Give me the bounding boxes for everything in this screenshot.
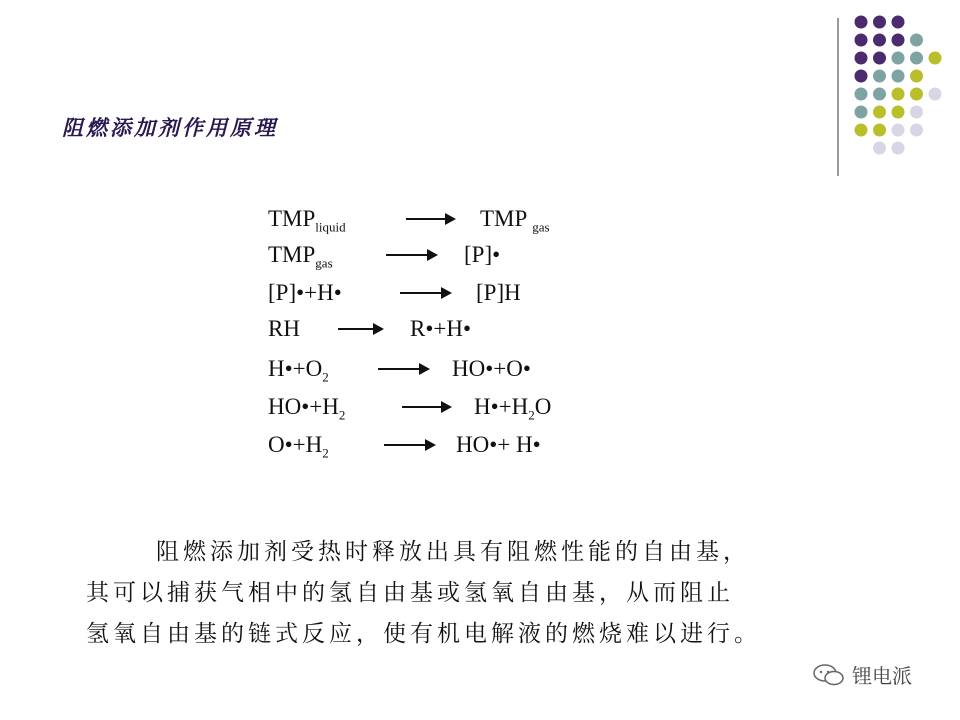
- reaction-row: [268, 316, 608, 346]
- reaction-row: [268, 356, 608, 386]
- decorative-dot: [892, 70, 905, 83]
- reactant: $TMP_{liquid}$: [268, 206, 346, 235]
- reactant: $H•+O_2$: [268, 356, 329, 385]
- reactant: $TMP_{gas}$: [268, 242, 333, 271]
- decorative-dot: [929, 88, 942, 101]
- reaction-row: [268, 206, 608, 236]
- reactant: $HO•+H_2$: [268, 394, 346, 423]
- decorative-dot: [855, 124, 868, 137]
- arrow-icon: [402, 406, 450, 408]
- decorative-dot: [892, 142, 905, 155]
- decorative-dot: [892, 106, 905, 119]
- decorative-dot: [855, 52, 868, 65]
- decorative-dot: [855, 34, 868, 47]
- arrow-icon: [406, 218, 454, 220]
- decorative-dot-grid: [0, 0, 960, 200]
- decorative-dot: [873, 16, 886, 29]
- decorative-dot: [873, 34, 886, 47]
- decorative-dot: [910, 106, 923, 119]
- product: HO•+ H•: [456, 432, 541, 457]
- decorative-dot: [873, 142, 886, 155]
- arrow-icon: [400, 292, 450, 294]
- explanation-paragraph: [86, 532, 866, 655]
- decorative-dot: [910, 124, 923, 137]
- slide-title: 阻燃添加剂作用原理: [62, 115, 278, 140]
- decorative-dot: [892, 34, 905, 47]
- product: TMP $_{gas}$: [480, 206, 550, 235]
- arrow-icon: [378, 368, 428, 370]
- reaction-row: [268, 280, 608, 310]
- product: [P]•: [464, 242, 501, 267]
- decorative-dot: [892, 52, 905, 65]
- product: HO•+O•: [452, 356, 531, 381]
- divider-line: [837, 18, 839, 176]
- decorative-dot: [929, 52, 942, 65]
- reactant: [P]•+H•: [268, 280, 342, 305]
- decorative-dot: [855, 88, 868, 101]
- paragraph-line: 阻燃添加剂受热时释放出具有阻燃性能的自由基，: [156, 539, 750, 565]
- decorative-dot: [855, 106, 868, 119]
- watermark: [812, 660, 912, 689]
- arrow-icon: [386, 254, 436, 256]
- paragraph-line: 其可以捕获气相中的氢自由基或氢氧自由基，从而阻止: [86, 580, 734, 606]
- decorative-dot: [910, 88, 923, 101]
- decorative-dot: [873, 106, 886, 119]
- decorative-dot: [873, 52, 886, 65]
- reaction-row: [268, 242, 608, 272]
- decorative-dot: [892, 16, 905, 29]
- product: [P]H: [476, 280, 521, 305]
- decorative-dot: [892, 124, 905, 137]
- paragraph-line: 氢氧自由基的链式反应，使有机电解液的燃烧难以进行。: [86, 621, 761, 647]
- decorative-dot: [892, 88, 905, 101]
- reaction-row: [268, 432, 608, 462]
- decorative-dot: [910, 70, 923, 83]
- decorative-dot: [910, 34, 923, 47]
- decorative-dot: [873, 88, 886, 101]
- reaction-row: [268, 394, 608, 424]
- wechat-icon: [812, 663, 846, 687]
- reaction-list: [268, 198, 608, 468]
- decorative-dot: [910, 52, 923, 65]
- decorative-dot: [873, 70, 886, 83]
- watermark-text: 锂电派: [852, 664, 912, 688]
- arrow-icon: [338, 328, 382, 330]
- decorative-dot: [855, 16, 868, 29]
- product: $H•+H_2O$: [474, 394, 552, 423]
- decorative-dot: [855, 70, 868, 83]
- decorative-dot: [873, 124, 886, 137]
- product: R•+H•: [410, 316, 472, 341]
- reactant: $O•+H_2$: [268, 432, 329, 461]
- reactant: RH: [268, 316, 300, 341]
- arrow-icon: [384, 444, 434, 446]
